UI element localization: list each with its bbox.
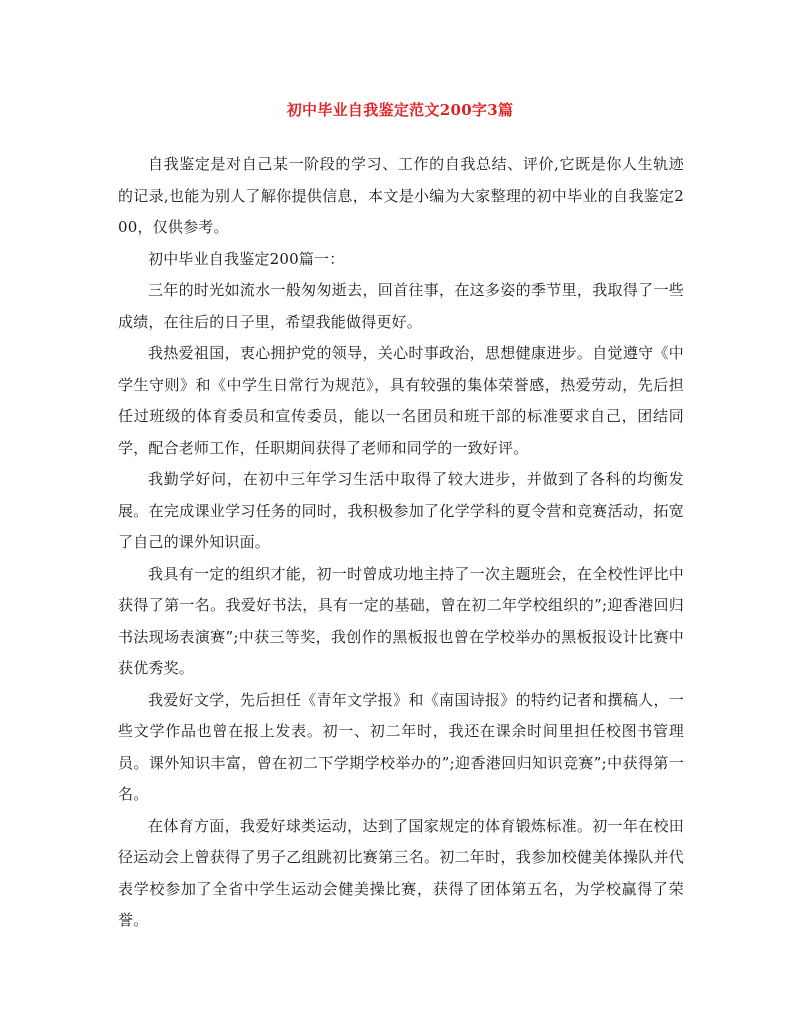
body-paragraph: 我热爱祖国，衷心拥护党的领导，关心时事政治，思想健康进步。自觉遵守《中学生守则》和《中学生日常行为规范》，具有较强的集体荣誉感，热爱劳动，先后担任过班级的体育委员和宣传委员，能以一名团员和班干部的标准要求自己，团结同学，配合老师工作，任职期间获得了老师和同学的一致好评。	[118, 344, 684, 457]
intro-paragraph: 自我鉴定是对自己某一阶段的学习、工作的自我总结、评价,它既是你人生轨迹的记录,也能为别人了解你提供信息，本文是小编为大家整理的初中毕业的自我鉴定200，仅供参考。	[118, 155, 684, 236]
body-paragraph: 三年的时光如流水一般匆匆逝去，回首往事，在这多姿的季节里，我取得了一些成绩，在往后的日子里，希望我能做得更好。	[118, 281, 684, 331]
body-paragraph: 在体育方面，我爱好球类运动，达到了国家规定的体育锻炼标准。初一年在校田径运动会上曾获得了男子乙组跳初比赛第三名。初二年时，我参加校健美体操队并代表学校参加了全省中学生运动会健美操比赛，获得了团体第五名，为学校赢得了荣誉。	[118, 816, 684, 929]
document-body	[118, 149, 684, 937]
section-heading: 初中毕业自我鉴定200篇一：	[148, 249, 345, 268]
body-paragraph: 我勤学好问，在初中三年学习生活中取得了较大进步，并做到了各科的均衡发展。在完成课业学习任务的同时，我积极参加了化学学科的夏令营和竞赛活动，拓宽了自己的课外知识面。	[118, 470, 684, 551]
body-paragraph: 我爱好文学，先后担任《青年文学报》和《南国诗报》的特约记者和撰稿人，一些文学作品也曾在报上发表。初一、初二年时，我还在课余时间里担任校图书管理员。课外知识丰富，曾在初二下学期学校举办的”;迎香港回归知识竞赛”;中获得第一名。	[118, 690, 684, 803]
document-title: 初中毕业自我鉴定范文200字3篇	[286, 101, 514, 119]
body-paragraph: 我具有一定的组织才能，初一时曾成功地主持了一次主题班会，在全校性评比中获得了第一名。我爱好书法，具有一定的基础，曾在初二年学校组织的”;迎香港回归书法现场表演赛”;中获三等奖，我创作的黑板报也曾在学校举办的黑板报设计比赛中获优秀奖。	[118, 564, 684, 677]
